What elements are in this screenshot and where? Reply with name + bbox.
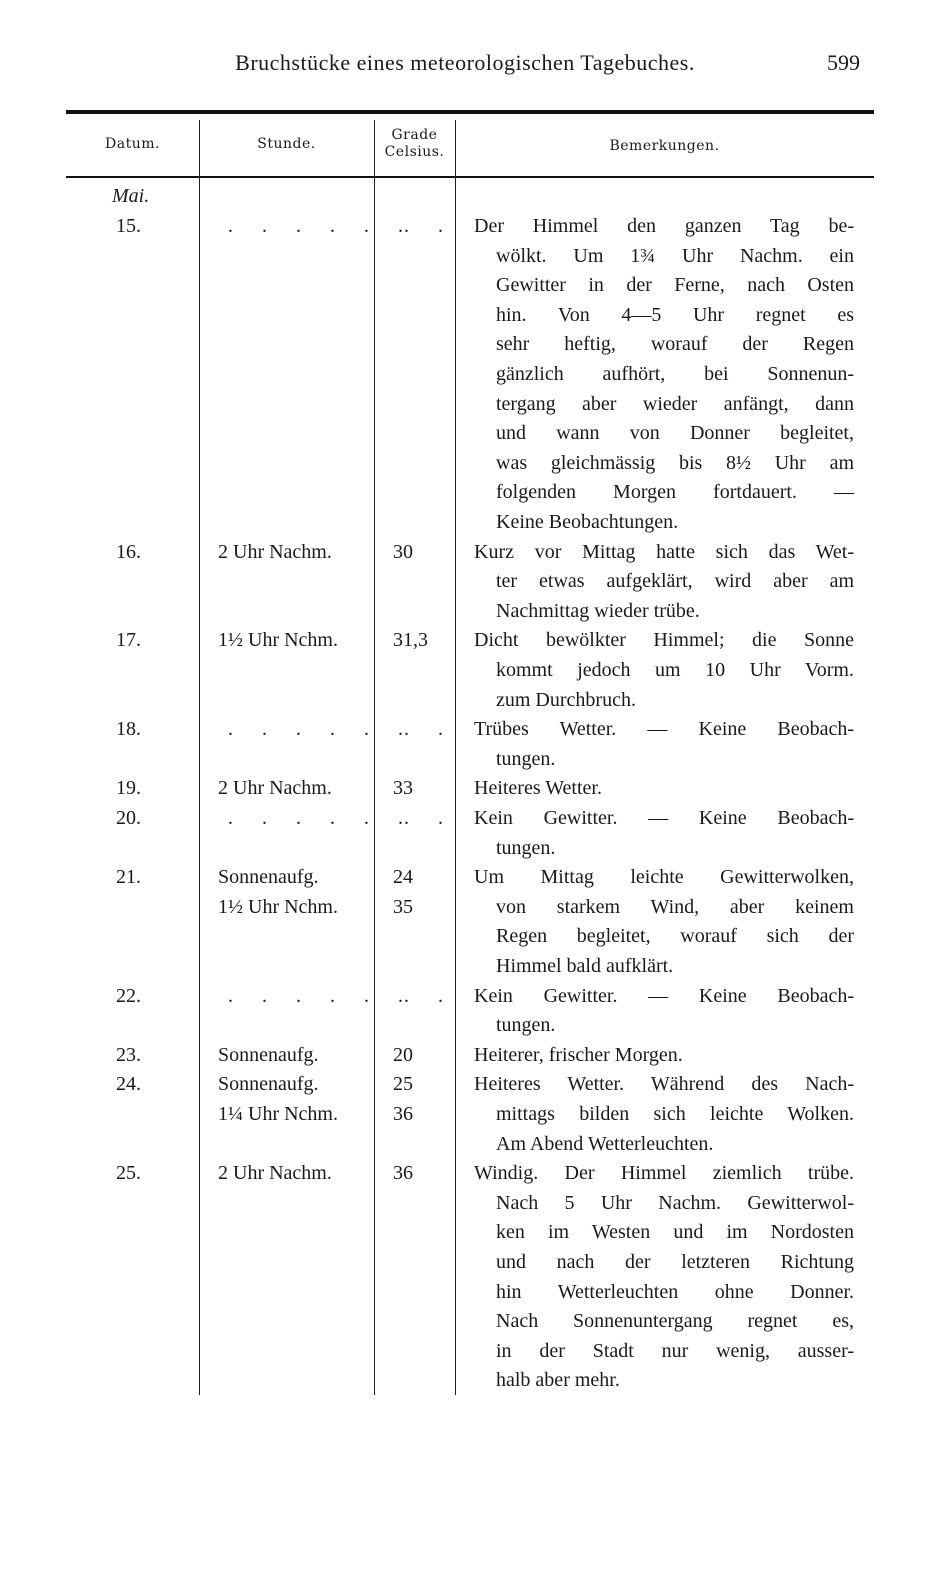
remarks-cell xyxy=(474,1159,854,1396)
remarks-cell xyxy=(474,982,854,1041)
remark-line: Windig. Der Himmel ziemlich trübe. xyxy=(474,1162,854,1185)
remark-line: Nach 5 Uhr Nachm. Gewitterwol- xyxy=(496,1191,854,1214)
time-cell: 2 Uhr Nachm. xyxy=(218,777,332,800)
date-cell: 25. xyxy=(116,1162,141,1185)
remarks-cell xyxy=(474,715,854,774)
remarks-cell xyxy=(474,626,854,715)
remark-line: was gleichmässig bis 8½ Uhr am xyxy=(496,451,854,474)
remark-line: folgenden Morgen fortdauert. — xyxy=(496,481,854,504)
remark-line: Heiteres Wetter. Während des Nach- xyxy=(474,1073,854,1096)
remarks-cell xyxy=(474,804,854,863)
time-cell: . . . . . . xyxy=(228,215,415,237)
date-cell: 15. xyxy=(116,215,141,237)
temperature-cell: 20 xyxy=(393,1043,413,1066)
remark-line: Kein Gewitter. — Keine Beobach- xyxy=(474,807,854,829)
time-cell: 1¼ Uhr Nchm. xyxy=(218,1103,338,1125)
date-cell: 22. xyxy=(116,984,141,1007)
remark-line: tungen. xyxy=(496,836,556,859)
remarks-cell xyxy=(474,538,854,627)
remark-line: von starkem Wind, aber keinem xyxy=(496,895,854,918)
header-rule xyxy=(66,176,874,178)
page-number: 599 xyxy=(827,50,860,75)
remark-line: Der Himmel den ganzen Tag be- xyxy=(474,215,854,237)
remarks-cell xyxy=(474,1070,854,1159)
temperature-cell: 35 xyxy=(393,895,413,918)
column-divider-2 xyxy=(374,120,375,1395)
remark-line: und wann von Donner begleitet, xyxy=(496,422,854,445)
remark-line: mittags bilden sich leichte Wolken. xyxy=(496,1102,854,1125)
remarks-cell xyxy=(474,774,854,804)
time-cell: 1½ Uhr Nchm. xyxy=(218,629,338,652)
remark-line: sehr heftig, worauf der Regen xyxy=(496,333,854,356)
date-cell: 19. xyxy=(116,777,141,800)
header-bemerkungen: Bemerkungen. xyxy=(609,138,720,154)
remark-line: kommt jedoch um 10 Uhr Vorm. xyxy=(496,658,854,681)
time-cell: Sonnenaufg. xyxy=(218,1073,319,1096)
remark-line: Nachmittag wieder trübe. xyxy=(496,599,700,622)
month-label: Mai. xyxy=(112,185,150,207)
remarks-cell xyxy=(474,1041,854,1071)
date-cell: 24. xyxy=(116,1073,141,1096)
time-cell: 2 Uhr Nachm. xyxy=(218,1162,332,1185)
remark-line: und nach der letzteren Richtung xyxy=(496,1250,854,1273)
remark-line: Himmel bald aufklärt. xyxy=(496,954,674,977)
column-divider-3 xyxy=(455,120,456,1395)
remark-line: gänzlich aufhört, bei Sonnenun- xyxy=(496,362,854,385)
remark-line: Am Abend Wetterleuchten. xyxy=(496,1132,714,1155)
remark-line: Heiteres Wetter. xyxy=(474,777,602,800)
temperature-cell: 36 xyxy=(393,1162,413,1185)
remark-line: zum Durchbruch. xyxy=(496,688,636,711)
remark-line: Nach Sonnenuntergang regnet es, xyxy=(496,1310,854,1333)
temperature-cell: 31,3 xyxy=(393,629,428,652)
header-stunde: Stunde. xyxy=(257,136,316,152)
temperature-cell: . . xyxy=(404,718,455,741)
date-cell: 20. xyxy=(116,807,141,829)
running-title: Bruchstücke eines meteorologischen Tagebuches. xyxy=(235,50,695,75)
remark-line: tungen. xyxy=(496,1014,556,1037)
remark-line: in der Stadt nur wenig, ausser- xyxy=(496,1339,854,1362)
remark-line: wölkt. Um 1¾ Uhr Nachm. ein xyxy=(496,244,854,267)
remark-line: Kurz vor Mittag hatte sich das Wet- xyxy=(474,540,854,563)
temperature-cell: . . xyxy=(404,984,455,1007)
remark-line: Um Mittag leichte Gewitterwolken, xyxy=(474,866,854,889)
remarks-cell xyxy=(474,863,854,981)
temperature-cell: 30 xyxy=(393,540,413,563)
remark-line: hin Wetterleuchten ohne Donner. xyxy=(496,1280,854,1303)
remark-line: tungen. xyxy=(496,747,556,770)
remarks-cell xyxy=(474,212,854,538)
date-cell: 17. xyxy=(116,629,141,652)
time-cell: . . . . . . xyxy=(228,984,415,1007)
date-cell: 18. xyxy=(116,718,141,741)
time-cell: Sonnenaufg. xyxy=(218,1043,319,1066)
remark-line: ter etwas aufgeklärt, wird aber am xyxy=(496,570,854,593)
header-grade: Grade xyxy=(391,127,438,143)
time-cell: 1½ Uhr Nchm. xyxy=(218,895,338,918)
date-cell: 23. xyxy=(116,1043,141,1066)
remark-line: Regen begleitet, worauf sich der xyxy=(496,925,854,948)
remark-line: Keine Beobachtungen. xyxy=(496,510,679,533)
time-cell: Sonnenaufg. xyxy=(218,866,319,889)
top-rule xyxy=(66,110,874,114)
temperature-cell: 36 xyxy=(393,1103,413,1125)
header-datum: Datum. xyxy=(105,136,160,152)
date-cell: 21. xyxy=(116,866,141,889)
remark-line: hin. Von 4—5 Uhr regnet es xyxy=(496,303,854,326)
temperature-cell: 33 xyxy=(393,777,413,800)
remark-line: Heiterer, frischer Morgen. xyxy=(474,1043,683,1066)
temperature-cell: 25 xyxy=(393,1073,413,1096)
temperature-cell: 24 xyxy=(393,866,413,889)
time-cell: . . . . . . xyxy=(228,807,415,829)
remark-line: Trübes Wetter. — Keine Beobach- xyxy=(474,718,854,741)
temperature-cell: . . xyxy=(404,807,455,829)
temperature-cell: . . xyxy=(404,215,455,237)
time-cell: . . . . . . xyxy=(228,718,415,741)
remark-line: halb aber mehr. xyxy=(496,1369,620,1392)
remark-line: Gewitter in der Ferne, nach Osten xyxy=(496,274,854,297)
remark-line: Kein Gewitter. — Keine Beobach- xyxy=(474,984,854,1007)
header-celsius: Celsius. xyxy=(384,144,445,160)
remark-line: ken im Westen und im Nordosten xyxy=(496,1221,854,1244)
column-divider-1 xyxy=(199,120,200,1395)
remark-line: tergang aber wieder anfängt, dann xyxy=(496,392,854,415)
remark-line: Dicht bewölkter Himmel; die Sonne xyxy=(474,629,854,652)
time-cell: 2 Uhr Nachm. xyxy=(218,540,332,563)
date-cell: 16. xyxy=(116,540,141,563)
